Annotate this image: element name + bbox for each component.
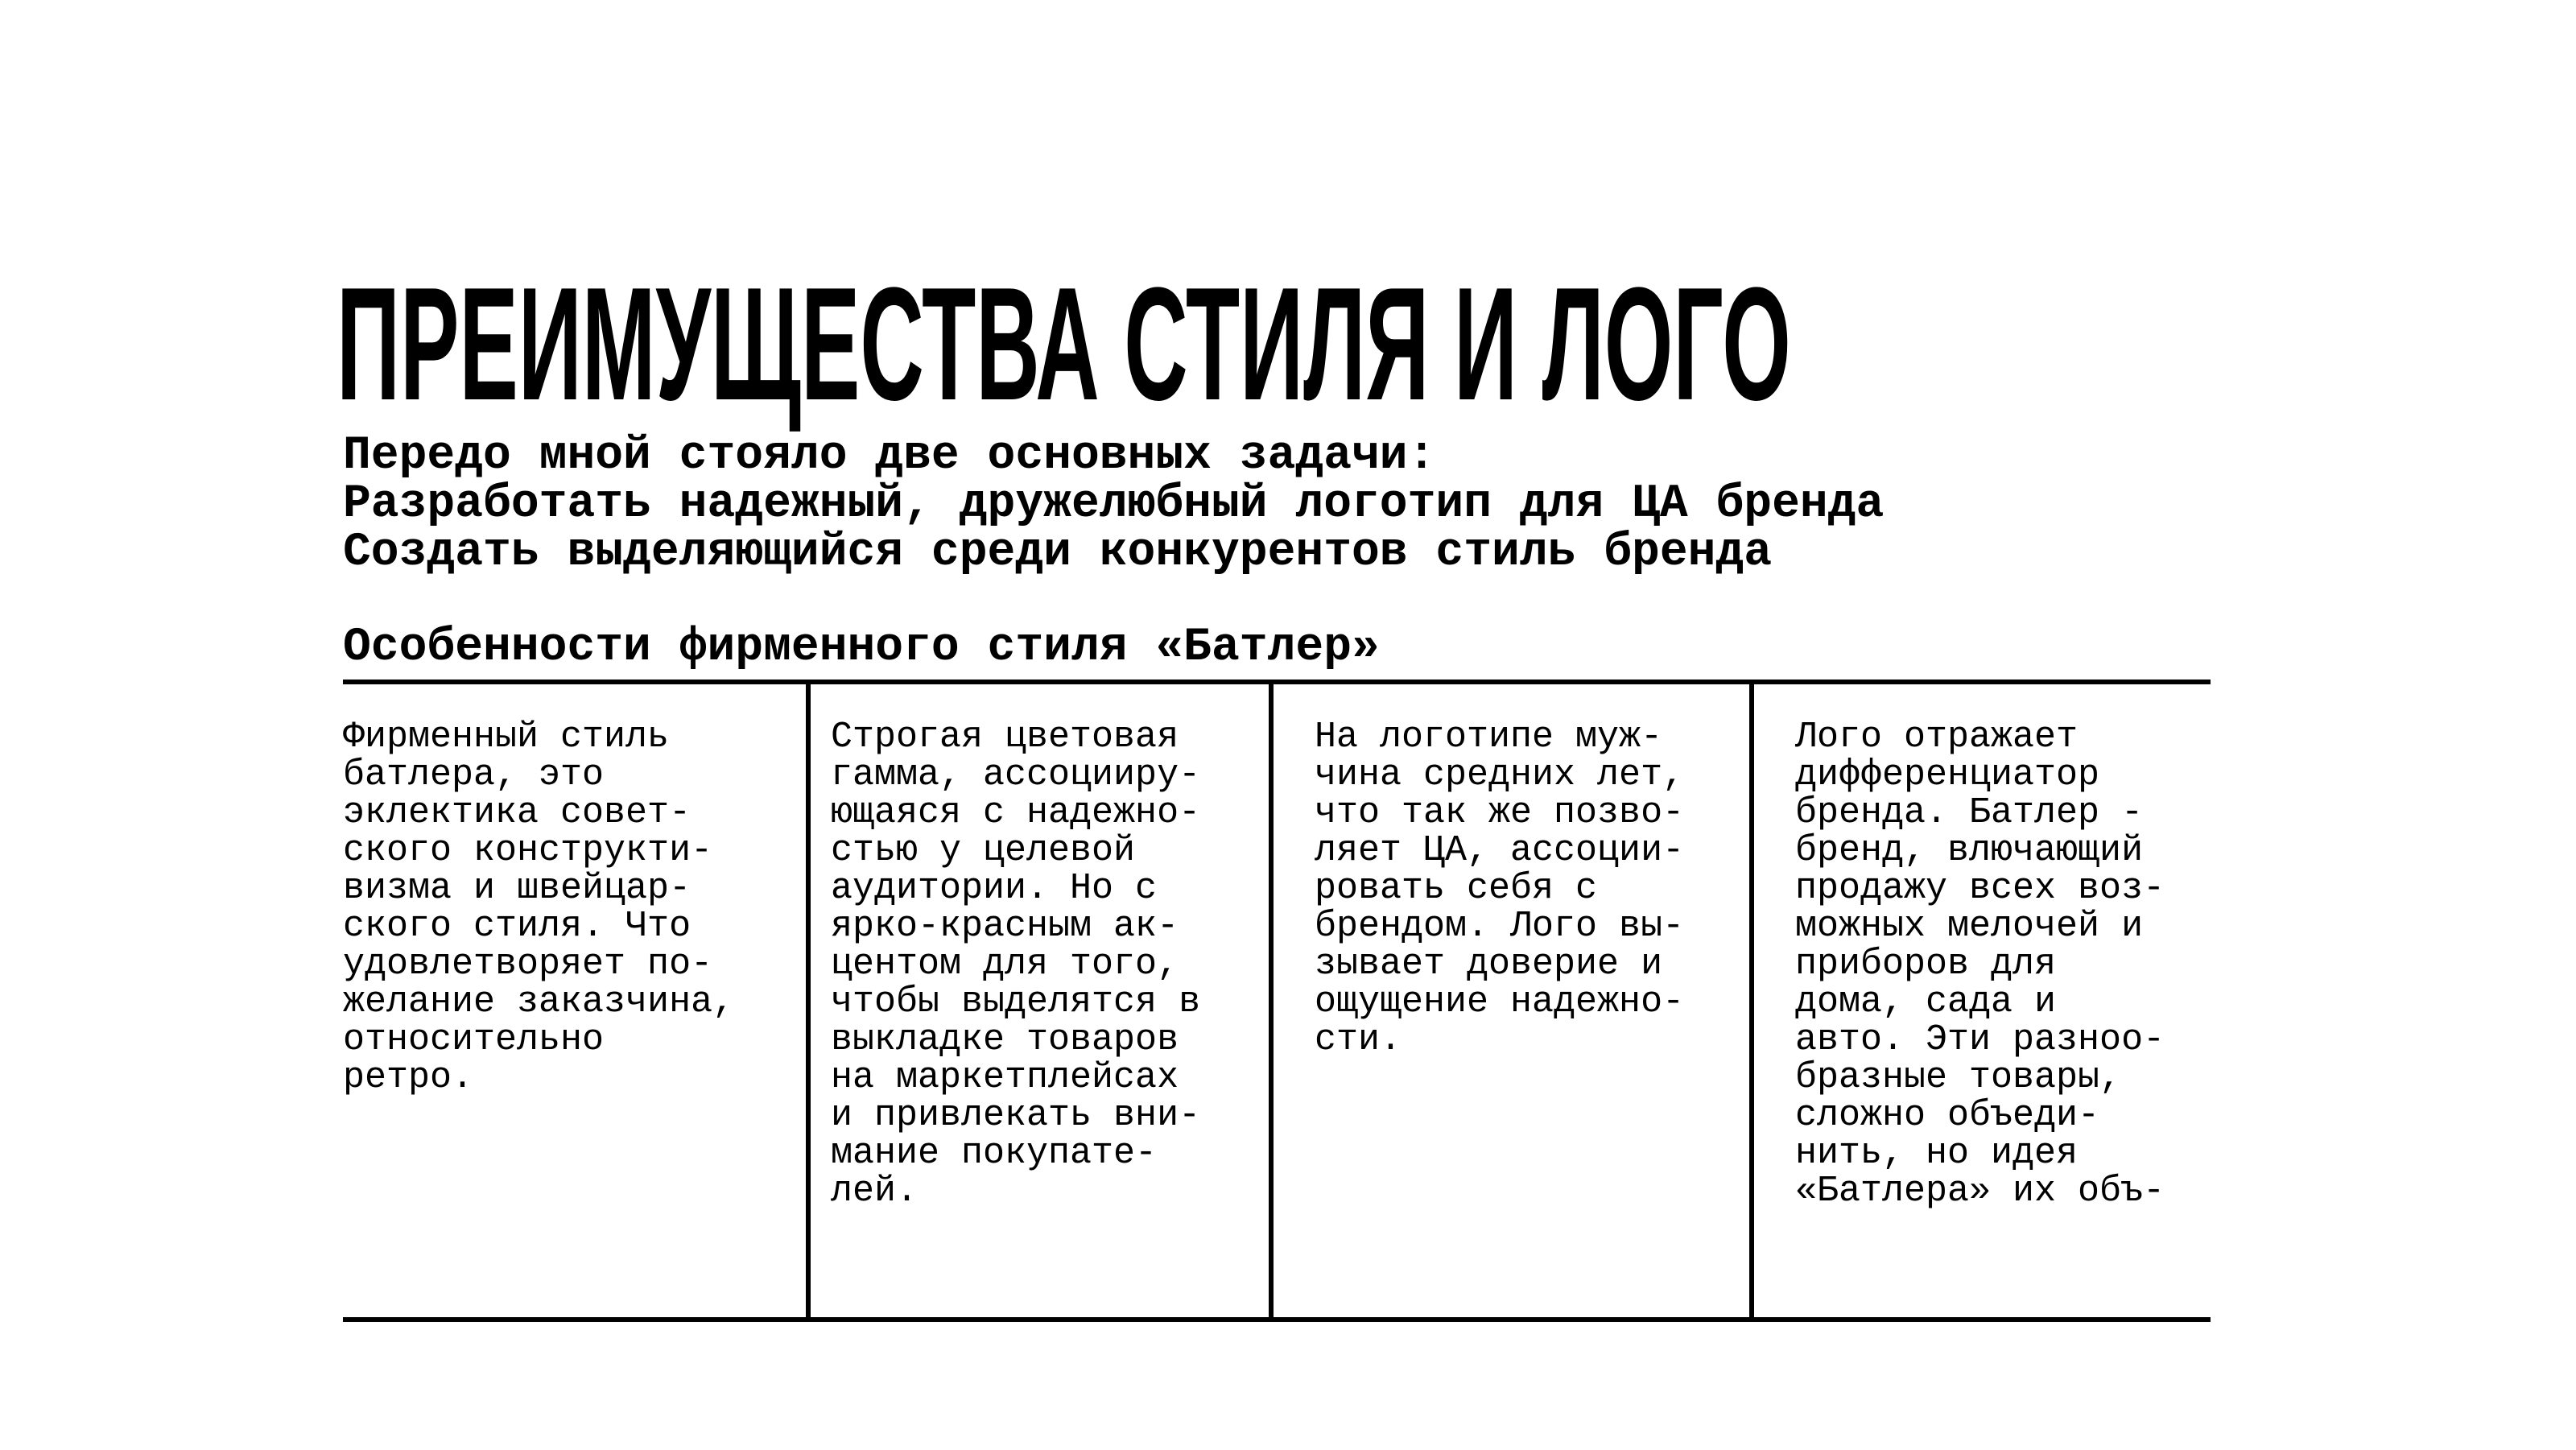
feature-column-1: Фирменный стиль батлера, это эклектика совет- ского конструкти- визма и швейцар- ского стиля. Что удовлетворяет по- желание заказчина, относительно ретро. (343, 717, 735, 1098)
feature-column-3: На логотипе муж- чина средних лет, что так же позво- ляет ЦА, ассоции- ровать себя с брендом. Лого вы- зывает доверие и ощущение надежно- сти. (1315, 717, 1685, 1060)
column-divider-1 (806, 683, 811, 1320)
page-title: ПРЕИМУЩЕСТВА СТИЛЯ И ЛОГО (336, 254, 1791, 434)
table-bottom-rule (343, 1317, 2211, 1322)
task-1: Разработать надежный, дружелюбный логотип для ЦА бренда (343, 478, 1885, 531)
feature-column-2: Строгая цветовая гамма, ассоцииру- ющаяся с надежно- стью у целевой аудитории. Но с ярко-красным ак- центом для того, чтобы выделятся в выкладке товаров на маркетплейсах и привлекать вни- мание покупате- лей. (831, 717, 1201, 1212)
column-divider-3 (1749, 683, 1754, 1320)
feature-column-4: Лого отражает дифференциатор бренда. Батлер - бренд, влючающий продажу всех воз- можных мелочей и приборов для дома, сада и авто. Эти разноо- бразные товары, сложно объеди- нить, но идея «Батлера» их объ- (1795, 717, 2165, 1212)
tasks-intro: Передо мной стояло две основных задачи: (343, 430, 1436, 482)
features-heading: Особенности фирменного стиля «Батлер» (343, 622, 1380, 674)
task-2: Создать выделяющийся среди конкурентов стиль бренда (343, 527, 1773, 579)
table-top-rule (343, 680, 2211, 684)
column-divider-2 (1269, 683, 1274, 1320)
tasks-block (343, 432, 1884, 577)
